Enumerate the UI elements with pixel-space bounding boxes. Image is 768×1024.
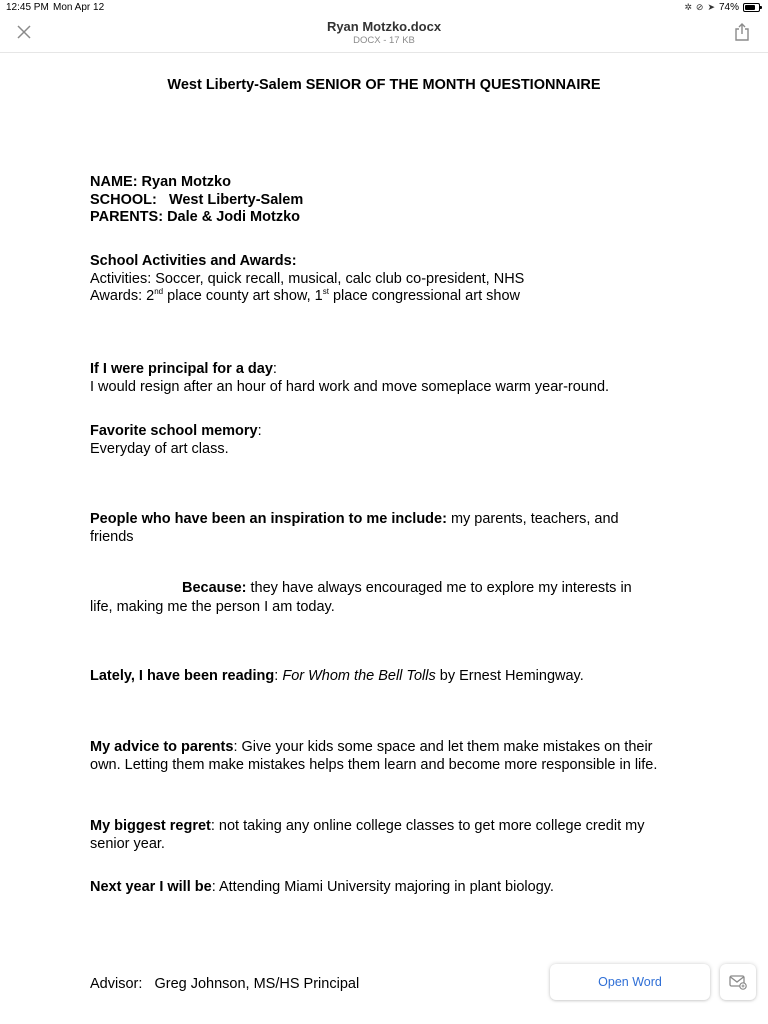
name-line: NAME: Ryan Motzko bbox=[90, 174, 231, 190]
student-info bbox=[90, 174, 690, 227]
status-date: Mon Apr 12 bbox=[53, 2, 105, 13]
document-meta: DOCX - 17 KB bbox=[353, 35, 415, 46]
inspiration-section bbox=[90, 511, 650, 546]
reading-label: Lately, I have been reading bbox=[90, 668, 275, 684]
because-section bbox=[90, 579, 650, 617]
location-icon: ➤ bbox=[707, 2, 715, 12]
because-answer: they have always encouraged me to explore my interests in life, making me the person I am today. bbox=[90, 580, 632, 615]
book-title: For Whom the Bell Tolls bbox=[282, 668, 436, 684]
document-header bbox=[0, 16, 768, 53]
regret-answer: : not taking any online college classes to get more college credit my senior year. bbox=[90, 818, 645, 852]
document-title: Ryan Motzko.docx bbox=[326, 19, 442, 34]
activities-section bbox=[90, 253, 690, 306]
awards-line: Awards: 2nd place county art show, 1st place congressional art show bbox=[90, 287, 520, 304]
battery-icon bbox=[743, 3, 760, 12]
loading-icon: ✲ bbox=[684, 2, 692, 12]
share-button[interactable] bbox=[734, 23, 752, 43]
activities-heading: School Activities and Awards: bbox=[90, 253, 297, 269]
nextyear-section bbox=[90, 879, 690, 897]
regret-section bbox=[90, 818, 682, 853]
status-time: 12:45 PM bbox=[6, 2, 49, 13]
mail-icon bbox=[729, 974, 747, 990]
memory-answer: Everyday of art class. bbox=[90, 440, 229, 457]
status-bar bbox=[0, 0, 768, 16]
memory-label: Favorite school memory bbox=[90, 423, 258, 439]
parents-line: PARENTS: Dale & Jodi Motzko bbox=[90, 209, 300, 225]
principal-section: If I were principal for a day: I would resign after an hour of hard work and move someplace warm year-round. bbox=[90, 361, 690, 396]
inspiration-answer: my parents, teachers, and friends bbox=[90, 511, 619, 545]
status-right bbox=[684, 2, 760, 13]
nextyear-answer: : Attending Miami University majoring in plant biology. bbox=[211, 879, 554, 895]
battery-percent: 74% bbox=[718, 2, 739, 13]
title-block bbox=[0, 19, 768, 46]
principal-label: If I were principal for a day bbox=[90, 361, 273, 377]
battery-fill bbox=[745, 5, 755, 10]
advice-label: My advice to parents bbox=[90, 739, 234, 755]
reading-section: Lately, I have been reading: For Whom the Bell Tolls by Ernest Hemingway. bbox=[90, 668, 584, 684]
share-icon bbox=[734, 23, 750, 41]
open-word-button[interactable]: Open Word bbox=[550, 964, 710, 1000]
advice-answer: : Give your kids some space and let them make mistakes on their own. Letting them make mistakes helps them learn and become more responsible in life. bbox=[90, 739, 658, 773]
because-label: Because: bbox=[182, 580, 247, 596]
memory-section: Favorite school memory: Everyday of art class. bbox=[90, 423, 690, 458]
regret-label: My biggest regret bbox=[90, 818, 211, 834]
school-line: SCHOOL: West Liberty-Salem bbox=[90, 191, 304, 208]
advisor-line: Advisor: Greg Johnson, MS/HS Principal bbox=[90, 976, 360, 992]
page-title: West Liberty-Salem SENIOR OF THE MONTH QUESTIONNAIRE bbox=[167, 77, 601, 93]
lock-rotation-icon: ⊘ bbox=[695, 2, 704, 12]
principal-answer: I would resign after an hour of hard work and move someplace warm year-round. bbox=[90, 378, 610, 395]
inspiration-label: People who have been an inspiration to me include: bbox=[90, 511, 447, 527]
nextyear-label: Next year I will be bbox=[90, 879, 212, 895]
activities-line: Activities: Soccer, quick recall, musical, calc club co-president, NHS bbox=[90, 270, 525, 287]
advice-section bbox=[90, 739, 682, 774]
mail-button[interactable] bbox=[720, 964, 756, 1000]
